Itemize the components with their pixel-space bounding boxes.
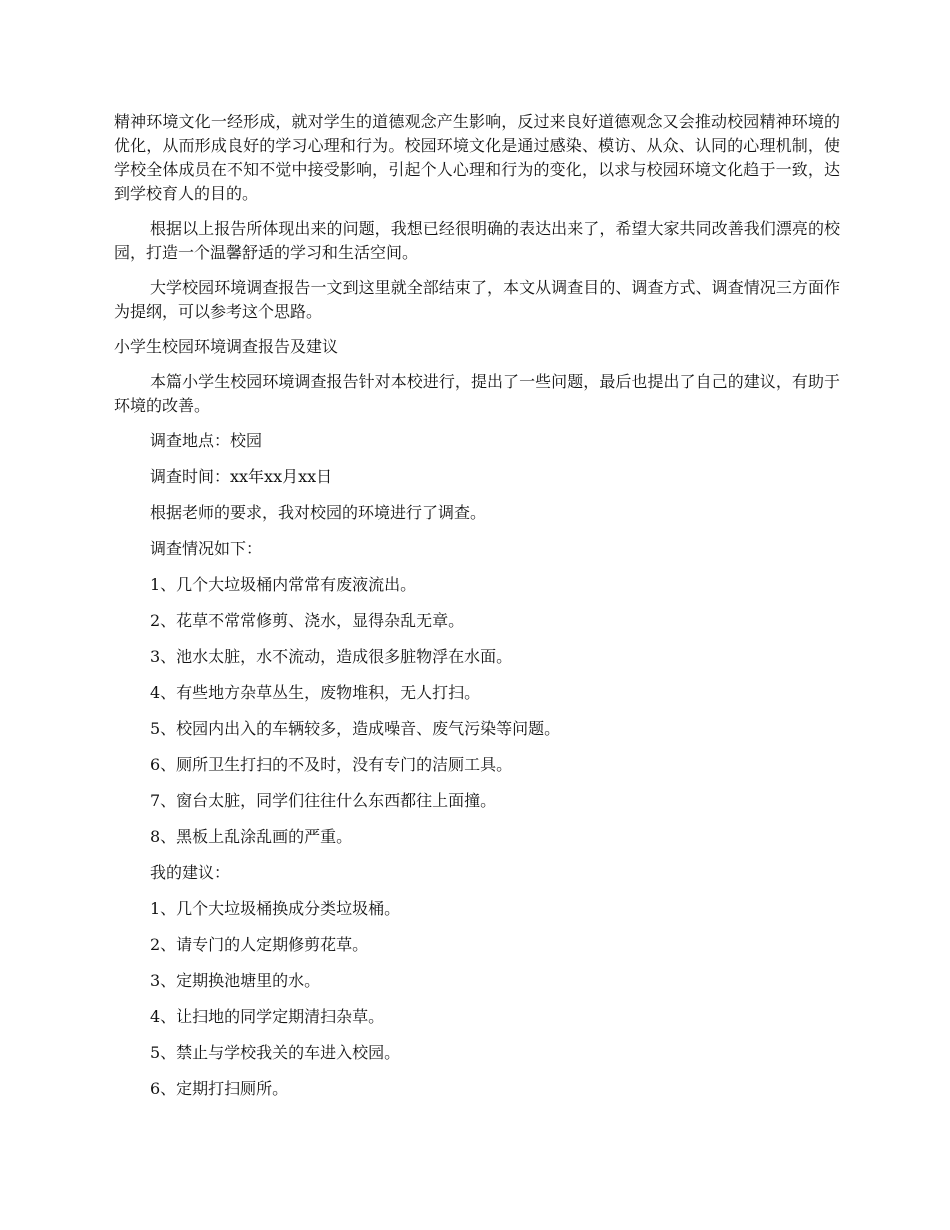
suggestion-item: 6、定期打扫厕所。 — [150, 1079, 289, 1098]
finding-item: 2、花草不常常修剪、浇水，显得杂乱无章。 — [150, 611, 465, 630]
finding-item: 1、几个大垃圾桶内常常有废液流出。 — [150, 575, 417, 594]
paragraph-conclusion: 根据以上报告所体现出来的问题，我想已经很明确的表达出来了，希望大家共同改善我们漂亮的校园，打造一个温馨舒适的学习和生活空间。 — [114, 219, 840, 262]
suggestion-item: 1、几个大垃圾桶换成分类垃圾桶。 — [150, 899, 401, 918]
finding-item: 6、厕所卫生打扫的不及时，没有专门的洁厕工具。 — [150, 755, 513, 774]
finding-item: 5、校园内出入的车辆较多，造成噪音、废气污染等问题。 — [150, 719, 561, 738]
suggestion-item: 3、定期换池塘里的水。 — [150, 971, 321, 990]
survey-location: 调查地点：校园 — [150, 431, 263, 450]
finding-item: 8、黑板上乱涂乱画的严重。 — [150, 827, 353, 846]
paragraph-intro: 本篇小学生校园环境调查报告针对本校进行，提出了一些问题，最后也提出了自己的建议，有助于环境的改善。 — [114, 372, 840, 415]
finding-item: 3、池水太脏，水不流动，造成很多脏物浮在水面。 — [150, 647, 513, 666]
document-page — [114, 110, 840, 1113]
findings-title: 调查情况如下： — [150, 539, 263, 558]
finding-item: 4、有些地方杂草丛生，废物堆积，无人打扫。 — [150, 683, 481, 702]
suggestions-title: 我的建议： — [150, 863, 231, 882]
suggestion-item: 2、请专门的人定期修剪花草。 — [150, 935, 369, 954]
section-heading: 小学生校园环境调查报告及建议 — [114, 337, 339, 356]
suggestion-item: 4、让扫地的同学定期清扫杂草。 — [150, 1007, 385, 1026]
suggestion-item: 5、禁止与学校我关的车进入校园。 — [150, 1043, 401, 1062]
survey-time: 调查时间：xx年xx月xx日 — [150, 467, 333, 486]
survey-intro: 根据老师的要求，我对校园的环境进行了调查。 — [150, 503, 487, 522]
findings-list — [114, 573, 840, 849]
finding-item: 7、窗台太脏，同学们往往什么东西都往上面撞。 — [150, 791, 497, 810]
suggestions-list — [114, 897, 840, 1101]
paragraph-culture: 精神环境文化一经形成，就对学生的道德观念产生影响，反过来良好道德观念又会推动校园精神环境的优化，从而形成良好的学习心理和行为。校园环境文化是通过感染、模访、从众、认同的心理机制，使学校全体成员在不知不觉中接受影响，引起个人心理和行为的变化，以求与校园环境文化趋于一致，达到学校育人的目的。 — [114, 112, 840, 203]
paragraph-summary: 大学校园环境调查报告一文到这里就全部结束了，本文从调查目的、调查方式、调查情况三方面作为提纲，可以参考这个思路。 — [114, 278, 840, 321]
